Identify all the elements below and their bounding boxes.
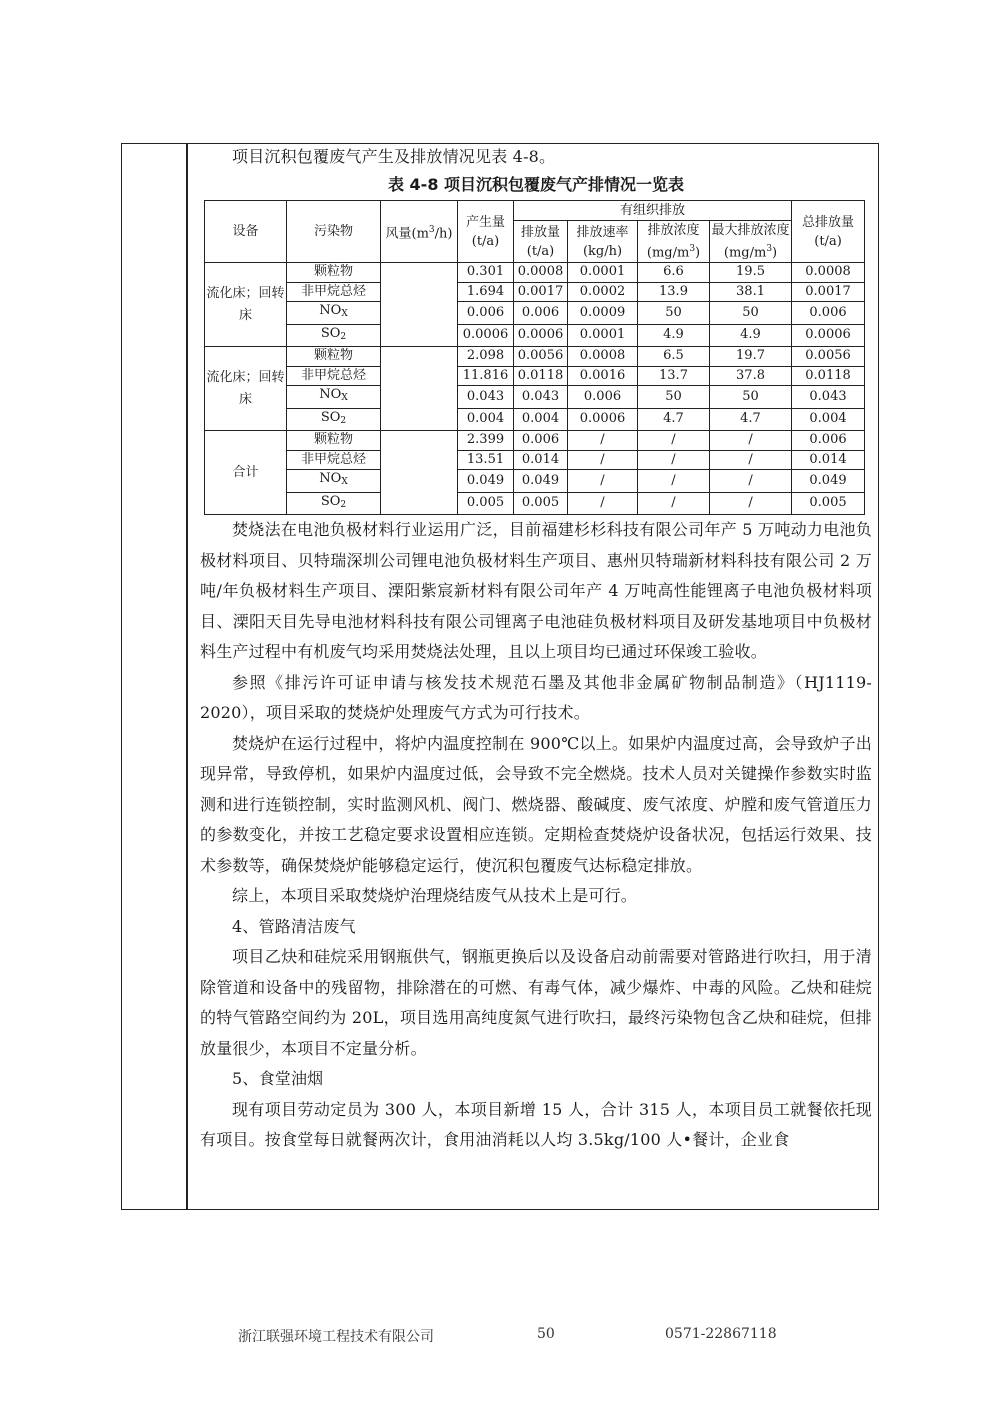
cell-max: 50 [710,302,792,325]
table-row [205,386,865,409]
section-heading-canteen: 5、食堂油烟 [232,1069,324,1089]
table-row [205,431,865,451]
cell-max: 19.7 [710,347,792,367]
cell-production: 0.043 [458,386,514,409]
paragraph-canteen-fume: 现有项目劳动定员为 300 人，本项目新增 15 人，合计 315 人，本项目员工就餐依托现有项目。按食堂每日就餐两次计，食用油消耗以人均 3.5kg/100 人•餐计，企业食 [200,1099,872,1150]
header-emission-conc: 排放浓度$(mg/m^3)$ [638,221,710,263]
cell-conc: / [638,492,710,515]
cell-pollutant: 非甲烷总烃 [287,282,381,302]
cell-rate: 0.0008 [568,347,638,367]
cell-total: 0.0017 [792,282,865,302]
cell-rate: / [568,431,638,451]
cell-rate: 0.0009 [568,302,638,325]
cell-conc: / [638,431,710,451]
cell-conc: / [638,470,710,493]
cell-amount: 0.0056 [514,347,568,367]
cell-production: 0.005 [458,492,514,515]
cell-production: 13.51 [458,450,514,470]
cell-conc: / [638,450,710,470]
table-caption: 表 4-8 项目沉积包覆废气产排情况一览表 [387,175,685,194]
cell-pollutant: 非甲烷总烃 [287,366,381,386]
cell-total: 0.004 [792,408,865,431]
section-heading-pipeline: 4、管路清洁废气 [232,916,356,936]
cell-conc: 50 [638,386,710,409]
table-row [205,263,865,283]
header-airflow: 风量$(m^3/h)$ [381,201,458,263]
column-divider [186,143,188,1210]
cell-amount: 0.049 [514,470,568,493]
cell-max: / [710,431,792,451]
paragraph-incineration-industry: 焚烧法在电池负极材料行业运用广泛，目前福建杉杉科技有限公司年产 5 万吨动力电池负极材料项目、贝特瑞深圳公司锂电池负极材料生产项目、惠州贝特瑞新材料科技有限公司 2 万吨/年负极材料生产项目、溧阳紫宸新材料有限公司年产 4 万吨高性能锂离子电池负极材料项目、溧阳天目先导电池材料科技有限公司锂离子电池硅负极材料项目及研发基地项目中负极材料生产过程中有机废气均采用焚烧法处理，且以上项目均已通过环保竣工验收。 [200,520,872,662]
header-emission-amount: 排放量(t/a) [514,221,568,263]
cell-max: 38.1 [710,282,792,302]
cell-amount: 0.0118 [514,366,568,386]
table-row [205,302,865,325]
cell-rate: 0.0001 [568,324,638,347]
cell-airflow [381,263,458,347]
cell-total: 0.005 [792,492,865,515]
cell-rate: 0.0006 [568,408,638,431]
cell-production: 0.004 [458,408,514,431]
cell-max: 19.5 [710,263,792,283]
paragraph-incinerator-operation: 焚烧炉在运行过程中，将炉内温度控制在 900℃以上。如果炉内温度过高，会导致炉子出现异常，导致停机，如果炉内温度过低，会导致不完全燃烧。技术人员对关键操作参数实时监测和进行连锁控制，实时监测风机、阀门、燃烧器、酸碱度、废气浓度、炉膛和废气管道压力的参数变化，并按工艺稳定要求设置相应连锁。定期检查焚烧炉设备状况，包括运行效果、技术参数等，确保焚烧炉能够稳定运行，使沉积包覆废气达标稳定排放。 [200,733,872,875]
cell-pollutant: $NO_X$ [287,302,381,325]
cell-total: 0.0118 [792,366,865,386]
cell-conc: 6.6 [638,263,710,283]
cell-pollutant: 颗粒物 [287,347,381,367]
table-row [205,347,865,367]
cell-rate: 0.0002 [568,282,638,302]
cell-total: 0.043 [792,386,865,409]
table-row [205,492,865,515]
cell-max: 50 [710,386,792,409]
header-organized: 有组织排放 [514,201,792,221]
header-production: 产生量(t/a) [458,201,514,263]
cell-production: 2.399 [458,431,514,451]
footer-phone: 0571-22867118 [665,1326,777,1342]
cell-total: 0.006 [792,302,865,325]
cell-max: 4.9 [710,324,792,347]
cell-max: 37.8 [710,366,792,386]
table-row [205,450,865,470]
cell-max: / [710,492,792,515]
cell-pollutant: $SO_2$ [287,324,381,347]
cell-rate: 0.0016 [568,366,638,386]
group-equipment: 流化床；回转床 [205,263,287,347]
cell-amount: 0.014 [514,450,568,470]
cell-total: 0.006 [792,431,865,451]
group-equipment: 流化床；回转床 [205,347,287,431]
table-row [205,366,865,386]
group-equipment: 合计 [205,431,287,515]
cell-production: 1.694 [458,282,514,302]
table-row [205,324,865,347]
cell-max: 4.7 [710,408,792,431]
header-max-conc: 最大排放浓度$(mg/m^3)$ [710,221,792,263]
cell-total: 0.0008 [792,263,865,283]
cell-production: 0.0006 [458,324,514,347]
cell-total: 0.0056 [792,347,865,367]
cell-pollutant: 非甲烷总烃 [287,450,381,470]
cell-rate: / [568,450,638,470]
cell-amount: 0.006 [514,431,568,451]
cell-production: 11.816 [458,366,514,386]
cell-pollutant: $NO_X$ [287,386,381,409]
emission-table [204,200,865,515]
paragraph-conclusion: 综上，本项目采取焚烧炉治理烧结废气从技术上是可行。 [232,886,638,906]
cell-pollutant: $SO_2$ [287,492,381,515]
cell-pollutant: 颗粒物 [287,431,381,451]
paragraph-pipeline-purge: 项目乙炔和硅烷采用钢瓶供气，钢瓶更换后以及设备启动前需要对管路进行吹扫，用于清除管道和设备中的残留物，排除潜在的可燃、有毒气体，减少爆炸、中毒的风险。乙炔和硅烷的特气管路空间约为 20L，项目选用高纯度氮气进行吹扫，最终污染物包含乙炔和硅烷，但排放量很少，本项目不定量分析。 [200,947,872,1058]
cell-total: 0.014 [792,450,865,470]
table-row [205,470,865,493]
header-emission-rate: 排放速率(kg/h) [568,221,638,263]
cell-rate: / [568,470,638,493]
cell-production: 0.049 [458,470,514,493]
cell-conc: 13.7 [638,366,710,386]
cell-conc: 50 [638,302,710,325]
cell-production: 2.098 [458,347,514,367]
cell-production: 0.006 [458,302,514,325]
cell-amount: 0.0006 [514,324,568,347]
cell-total: 0.049 [792,470,865,493]
cell-amount: 0.0008 [514,263,568,283]
footer-page-number: 50 [537,1326,555,1342]
cell-pollutant: $SO_2$ [287,408,381,431]
cell-amount: 0.0017 [514,282,568,302]
cell-amount: 0.005 [514,492,568,515]
cell-amount: 0.006 [514,302,568,325]
cell-rate: / [568,492,638,515]
cell-max: / [710,470,792,493]
cell-conc: 4.9 [638,324,710,347]
cell-conc: 4.7 [638,408,710,431]
cell-rate: 0.006 [568,386,638,409]
table-row [205,408,865,431]
cell-airflow [381,347,458,431]
header-total-emission: 总排放量(t/a) [792,201,865,263]
cell-conc: 13.9 [638,282,710,302]
cell-airflow [381,431,458,515]
intro-text: 项目沉积包覆废气产生及排放情况见表 4-8。 [232,147,556,166]
table-row [205,282,865,302]
cell-pollutant: $NO_X$ [287,470,381,493]
cell-total: 0.0006 [792,324,865,347]
cell-conc: 6.5 [638,347,710,367]
footer-company: 浙江联强环境工程技术有限公司 [238,1329,434,1345]
cell-amount: 0.043 [514,386,568,409]
cell-rate: 0.0001 [568,263,638,283]
paragraph-standard-reference: 参照《排污许可证申请与核发技术规范石墨及其他非金属矿物制品制造》（HJ1119-2020），项目采取的焚烧炉处理废气方式为可行技术。 [200,672,872,723]
cell-pollutant: 颗粒物 [287,263,381,283]
header-equipment: 设备 [205,201,287,263]
cell-amount: 0.004 [514,408,568,431]
main-content [200,143,872,1156]
cell-max: / [710,450,792,470]
header-pollutant: 污染物 [287,201,381,263]
cell-production: 0.301 [458,263,514,283]
